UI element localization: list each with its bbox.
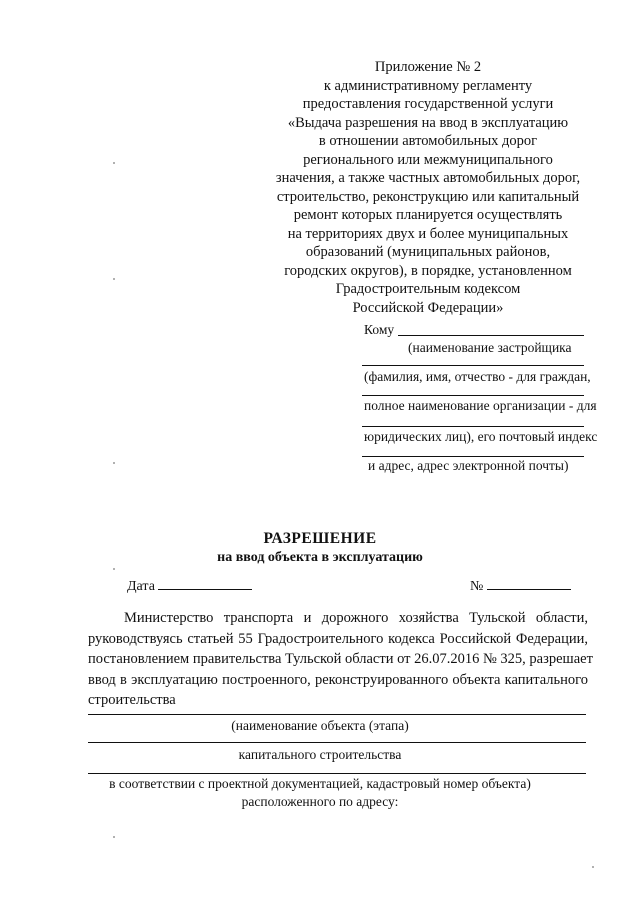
- recipient-line-field[interactable]: [362, 426, 584, 427]
- document-title: РАЗРЕШЕНИЕ: [263, 530, 377, 547]
- capital-construction-caption: капитального строительства: [238, 747, 402, 762]
- date-field: [127, 577, 252, 595]
- body-line: ввод в эксплуатацию построенного, реконструированного объекта капитального: [88, 671, 588, 688]
- appendix-line: на территориях двух и более муниципальных: [287, 225, 569, 242]
- appendix-line: к административному регламенту: [323, 77, 533, 94]
- appendix-line: предоставления государственной услуги: [302, 96, 554, 112]
- number-input[interactable]: [487, 577, 571, 590]
- documentation-caption: в соответствии с проектной документацией, кадастровый номер объекта): [109, 776, 531, 791]
- body-line: руководствуясь статьей 55 Градостроительного кодекса Российской Федерации,: [88, 630, 588, 647]
- scan-speck: [592, 866, 594, 868]
- date-input[interactable]: [158, 577, 252, 590]
- appendix-line: ремонт которых планируется осуществлять: [293, 207, 563, 223]
- object-name-caption: (наименование объекта (этапа): [231, 718, 409, 733]
- appendix-header: [258, 58, 598, 317]
- appendix-line: Градостроительным кодексом: [335, 281, 521, 297]
- appendix-line: «Выдача разрешения на ввод в эксплуатацию: [287, 114, 569, 131]
- number-label: №: [470, 579, 484, 594]
- recipient-line-field[interactable]: [362, 456, 584, 457]
- body-line: строительства: [88, 692, 176, 708]
- recipient-line-field[interactable]: [362, 395, 584, 396]
- appendix-line: образований (муниципальных районов,: [305, 244, 551, 260]
- scan-speck: [113, 278, 115, 280]
- appendix-line: Российской Федерации»: [352, 299, 504, 316]
- recipient-hint: полное наименование организации - для: [364, 398, 597, 413]
- recipient-hint: юридических лиц), его почтовый индекс: [364, 429, 598, 444]
- recipient-hint: и адрес, адрес электронной почты): [368, 458, 569, 473]
- capital-construction-line[interactable]: [88, 742, 586, 743]
- appendix-line: в отношении автомобильных дорог: [318, 133, 538, 149]
- appendix-line: значения, а также частных автомобильных дорог,: [275, 170, 581, 186]
- recipient-line-field[interactable]: [362, 365, 584, 366]
- recipient-hint: (фамилия, имя, отчество - для граждан,: [364, 369, 591, 384]
- recipient-name-field[interactable]: [398, 335, 584, 336]
- recipient-to-label: Кому: [364, 322, 395, 337]
- document-subtitle: на ввод объекта в эксплуатацию: [217, 550, 423, 565]
- object-name-line[interactable]: [88, 714, 586, 715]
- address-caption: расположенного по адресу:: [241, 794, 399, 809]
- appendix-line: регионального или межмуниципального: [303, 151, 553, 168]
- appendix-line: городских округов), в порядке, установленном: [284, 262, 572, 279]
- body-line: Министерство транспорта и дорожного хозяйства Тульской области,: [124, 610, 588, 626]
- body-paragraph: [88, 608, 593, 711]
- appendix-line: Приложение № 2: [374, 59, 482, 75]
- number-field: [470, 577, 571, 595]
- recipient-hint: (наименование застройщика: [408, 340, 572, 355]
- scan-speck: [113, 568, 115, 570]
- scan-speck: [113, 162, 115, 164]
- documentation-line[interactable]: [88, 773, 586, 774]
- date-label: Дата: [127, 579, 155, 594]
- scan-speck: [113, 836, 115, 838]
- scan-speck: [113, 462, 115, 464]
- body-line: постановлением правительства Тульской области от 26.07.2016 № 325, разрешает: [88, 651, 593, 667]
- appendix-line: строительство, реконструкцию или капитальный: [276, 188, 580, 205]
